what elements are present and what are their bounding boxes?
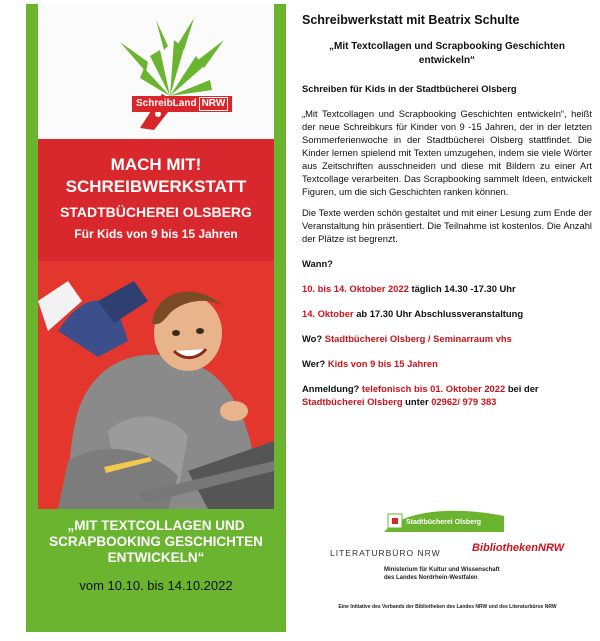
event-flyer [26, 4, 286, 632]
registration-library: Stadtbücherei Olsberg [302, 396, 403, 407]
who-label: Wer? [302, 358, 326, 369]
registration-connector: bei der [507, 383, 539, 394]
flyer-boy-illustration [38, 261, 274, 509]
flyer-red-band [38, 139, 274, 261]
event-dates [302, 282, 592, 295]
literaturbuero-logo: LITERATURBÜRO NRW [330, 548, 441, 558]
stadtbuecherei-logo-text: Stadtbücherei Olsberg [406, 519, 482, 526]
fountain-pen-icon [100, 10, 240, 130]
article-intro-heading: Schreiben für Kids in der Stadtbücherei Olsberg [302, 83, 517, 94]
registration-line [302, 382, 592, 408]
flyer-poster [38, 4, 274, 509]
ministerium-logo: Ministerium für Kultur und Wissenschaft des Landes Nordrhein-Westfalen [384, 567, 500, 581]
flyer-logo-area [38, 4, 274, 139]
flyer-headline: „MIT TEXTCOLLAGEN UND SCRAPBOOKING GESCHICHTEN ENTWICKELN“ [49, 518, 263, 565]
event-article [302, 12, 592, 408]
sponsor-footer: Eine Initiative des Verbands der Bibliotheken des Landes NRW und des Literaturbüros NRW [338, 604, 557, 610]
where-label: Wo? [302, 333, 323, 344]
flyer-age-range: Für Kids von 9 bis 15 Jahren [74, 227, 238, 241]
closing-event-time: ab 17.30 Uhr Abschlussveranstaltung [356, 308, 524, 319]
registration-deadline: telefonisch bis 01. Oktober 2022 [361, 383, 506, 394]
bibliotheken-nrw-logo: BibliothekenNRW [472, 542, 565, 554]
article-paragraph-1: „Mit Textcollagen und Scrapbooking Geschichten entwickeln“, heißt der neue Schreibkurs für Kinder von 9 -15 Jahren, der in der letzten Sommerferienwoche in der Stadtbücherei Olsberg stattfindet. Die Kinder lernen spielend mit Texten umzugehen, indem sie viele Wörter aus Zeitschriften ausschneiden und diese mit Bildern zu einer Art Textcollage verarbeiten. Das Scrapbooking sammelt Ideen, entwickelt Figuren, um die sich Geschichten ranken können. [302, 108, 592, 197]
audience-line [302, 357, 592, 370]
registration-label: Anmeldung? [302, 383, 360, 394]
article-subtitle: „Mit Textcollagen und Scrapbooking Geschichten entwickeln“ [329, 41, 565, 66]
location-line [302, 332, 592, 345]
stadtbuecherei-logo [384, 506, 504, 532]
closing-event-date: 14. Oktober [302, 308, 354, 319]
event-dates-range: 10. bis 14. Oktober 2022 [302, 283, 409, 294]
flyer-mach-mit: MACH MIT! [110, 155, 202, 174]
article-title: Schreibwerkstatt mit Beatrix Schulte [302, 13, 520, 27]
sponsor-logos [300, 500, 595, 635]
article-paragraph-2: Die Texte werden schön gestaltet und mit einer Lesung zum Ende der Veranstaltung hin präsentiert. Die Teilnahme ist kostenlos. Die Anzahl der Plätze ist begrenzt. [302, 207, 592, 244]
flyer-schreibwerkstatt: SCHREIBWERKSTATT [65, 177, 247, 196]
schreibland-logo: SchreibLand NRW [132, 96, 232, 112]
registration-unter: unter [405, 396, 429, 407]
flyer-library-name: STADTBÜCHEREI OLSBERG [60, 204, 252, 220]
audience-value: Kids von 9 bis 15 Jahren [327, 358, 438, 369]
event-daily-times: täglich 14.30 -17.30 Uhr [411, 283, 516, 294]
location-value: Stadtbücherei Olsberg / Seminarraum vhs [324, 333, 512, 344]
registration-phone: 02962/ 979 383 [431, 396, 497, 407]
when-label: Wann? [302, 258, 333, 269]
closing-event [302, 307, 592, 320]
flyer-date: vom 10.10. bis 14.10.2022 [79, 578, 233, 593]
